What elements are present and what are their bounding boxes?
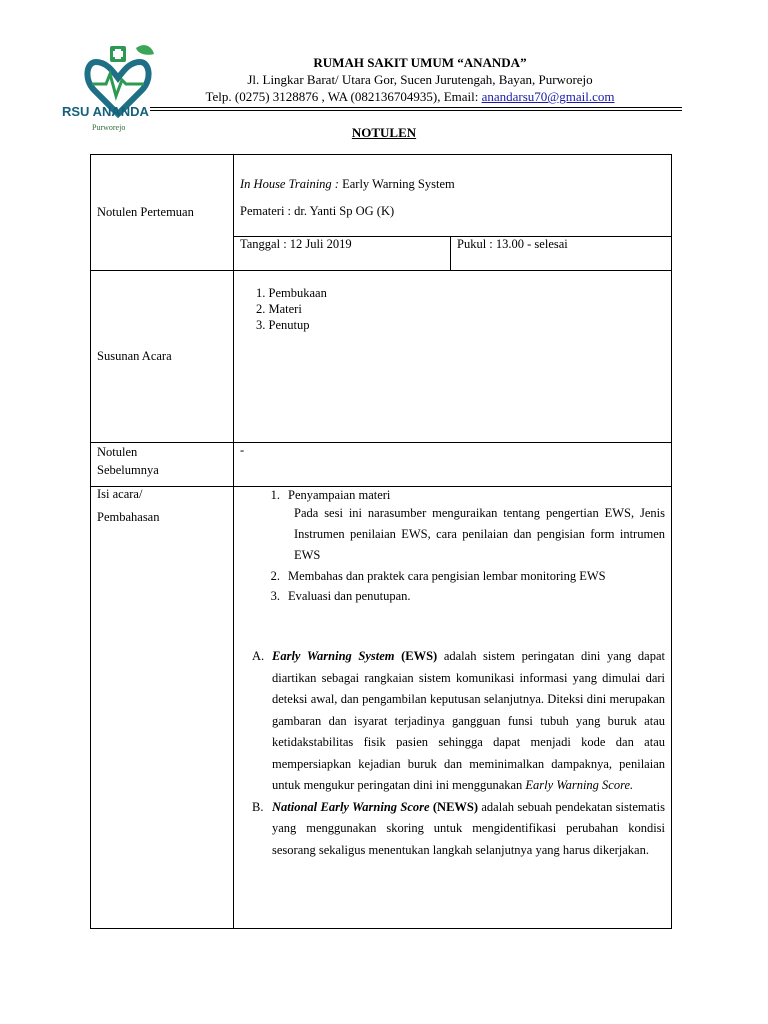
- contact-text: Telp. (0275) 3128876 , WA (082136704935), Email:: [205, 89, 482, 104]
- definition-letter: B.: [252, 799, 264, 814]
- date-cell: [234, 237, 451, 271]
- meeting-info-cell: [234, 155, 672, 237]
- definition-text: [272, 646, 665, 797]
- definition-a: [252, 646, 665, 797]
- discussion-label-b: Pembahasan: [97, 510, 160, 524]
- definition-body: adalah sistem peringatan dini yang dapat diartikan sebagai rangkaian sistem komunikasi informasi yang dimulai dari deteksi awal, dan pengambilan keputusan selanjutnya. Diteksi dini merupakan gambaran dan isyarat terjadinya gangguan funsi tubuh yang buruk atau ketidakstabilitas fisik pasien sehingga dapat menjadi kode dan atau mempersiapkan kejadian buruk dan meminimalkan dampaknya, penilaian untuk mengukur peringatan dini ini menggunakan: [272, 649, 665, 792]
- discussion-cell: [234, 487, 672, 929]
- previous-minutes-label-a: Notulen: [97, 445, 138, 459]
- definition-letter: A.: [252, 649, 265, 663]
- term-abbr: (EWS): [394, 649, 438, 663]
- hospital-logo: [78, 40, 158, 136]
- header-rule-bottom: [150, 110, 682, 111]
- date-text: Tanggal : 12 Juli 2019: [240, 237, 352, 251]
- meeting-label: Notulen Pertemuan: [97, 205, 194, 219]
- training-name: Early Warning System: [338, 177, 455, 191]
- term-end: Early Warning Score.: [525, 778, 634, 792]
- minutes-table: [90, 154, 672, 929]
- previous-minutes-value: -: [240, 443, 245, 457]
- item-number: 1.: [270, 488, 280, 502]
- meeting-label-cell: [91, 155, 234, 271]
- hospital-contact: [160, 89, 660, 105]
- item-number: 2.: [270, 569, 280, 583]
- logo-subtitle: Purworejo: [92, 123, 126, 132]
- header-rule-top: [150, 107, 682, 108]
- document-title: NOTULEN: [351, 125, 417, 140]
- discussion-list: [252, 487, 665, 861]
- hospital-name: RUMAH SAKIT UMUM “ANANDA”: [313, 55, 527, 70]
- agenda-item: 3. Penutup: [256, 318, 310, 332]
- item-text: Membahas dan praktek cara pengisian lembar monitoring EWS: [288, 569, 606, 583]
- agenda-item: 1. Pembukaan: [256, 286, 327, 300]
- definition-text: [272, 797, 665, 862]
- previous-minutes-cell: [234, 443, 672, 487]
- term-italic: Early Warning System: [272, 649, 395, 663]
- email-link[interactable]: anandarsu70@gmail.com: [481, 89, 615, 104]
- item-description: Pada sesi ini narasumber menguraikan tentang pengertian EWS, Jenis Instrumen penilaian EWS, cara penilaian dan pengisian form intrumen EWS: [294, 506, 665, 562]
- training-prefix: In House Training :: [240, 177, 339, 191]
- term-abbr: (NEWS): [429, 799, 479, 814]
- item-title: Penyampaian materi: [288, 488, 391, 502]
- agenda-label: Susunan Acara: [97, 349, 172, 363]
- agenda-label-cell: [91, 271, 234, 443]
- logo-name: RSU ANANDA: [62, 104, 149, 119]
- agenda-item: 2. Materi: [256, 302, 302, 316]
- discussion-item: [252, 586, 665, 606]
- speaker-line: Pemateri : dr. Yanti Sp OG (K): [240, 204, 395, 218]
- previous-minutes-label-cell: [91, 443, 234, 487]
- item-text: Evaluasi dan penutupan.: [288, 589, 411, 603]
- definition-body: adalah sebuah pendekatan sistematis yang menggunakan skoring untuk mengidentifikasi perubahan kondisi sesorang sekaligus menentukan langkah selanjutnya yang harus dikerjakan.: [272, 799, 665, 857]
- time-cell: [451, 237, 672, 271]
- previous-minutes-label-b: Sebelumnya: [97, 463, 159, 477]
- definition-b: [252, 797, 665, 862]
- discussion-label-cell: [91, 487, 234, 929]
- agenda-list: [256, 285, 671, 333]
- discussion-label-a: Isi acara/: [97, 487, 143, 501]
- discussion-item: [252, 487, 665, 503]
- training-line: [240, 177, 665, 192]
- agenda-cell: [234, 271, 672, 443]
- hospital-address: Jl. Lingkar Barat/ Utara Gor, Sucen Jurutengah, Bayan, Purworejo: [247, 72, 593, 87]
- discussion-item: [252, 566, 665, 586]
- term-italic: National Early Warning Score: [272, 799, 430, 814]
- item-number: 3.: [270, 589, 280, 603]
- time-text: Pukul : 13.00 - selesai: [457, 237, 568, 251]
